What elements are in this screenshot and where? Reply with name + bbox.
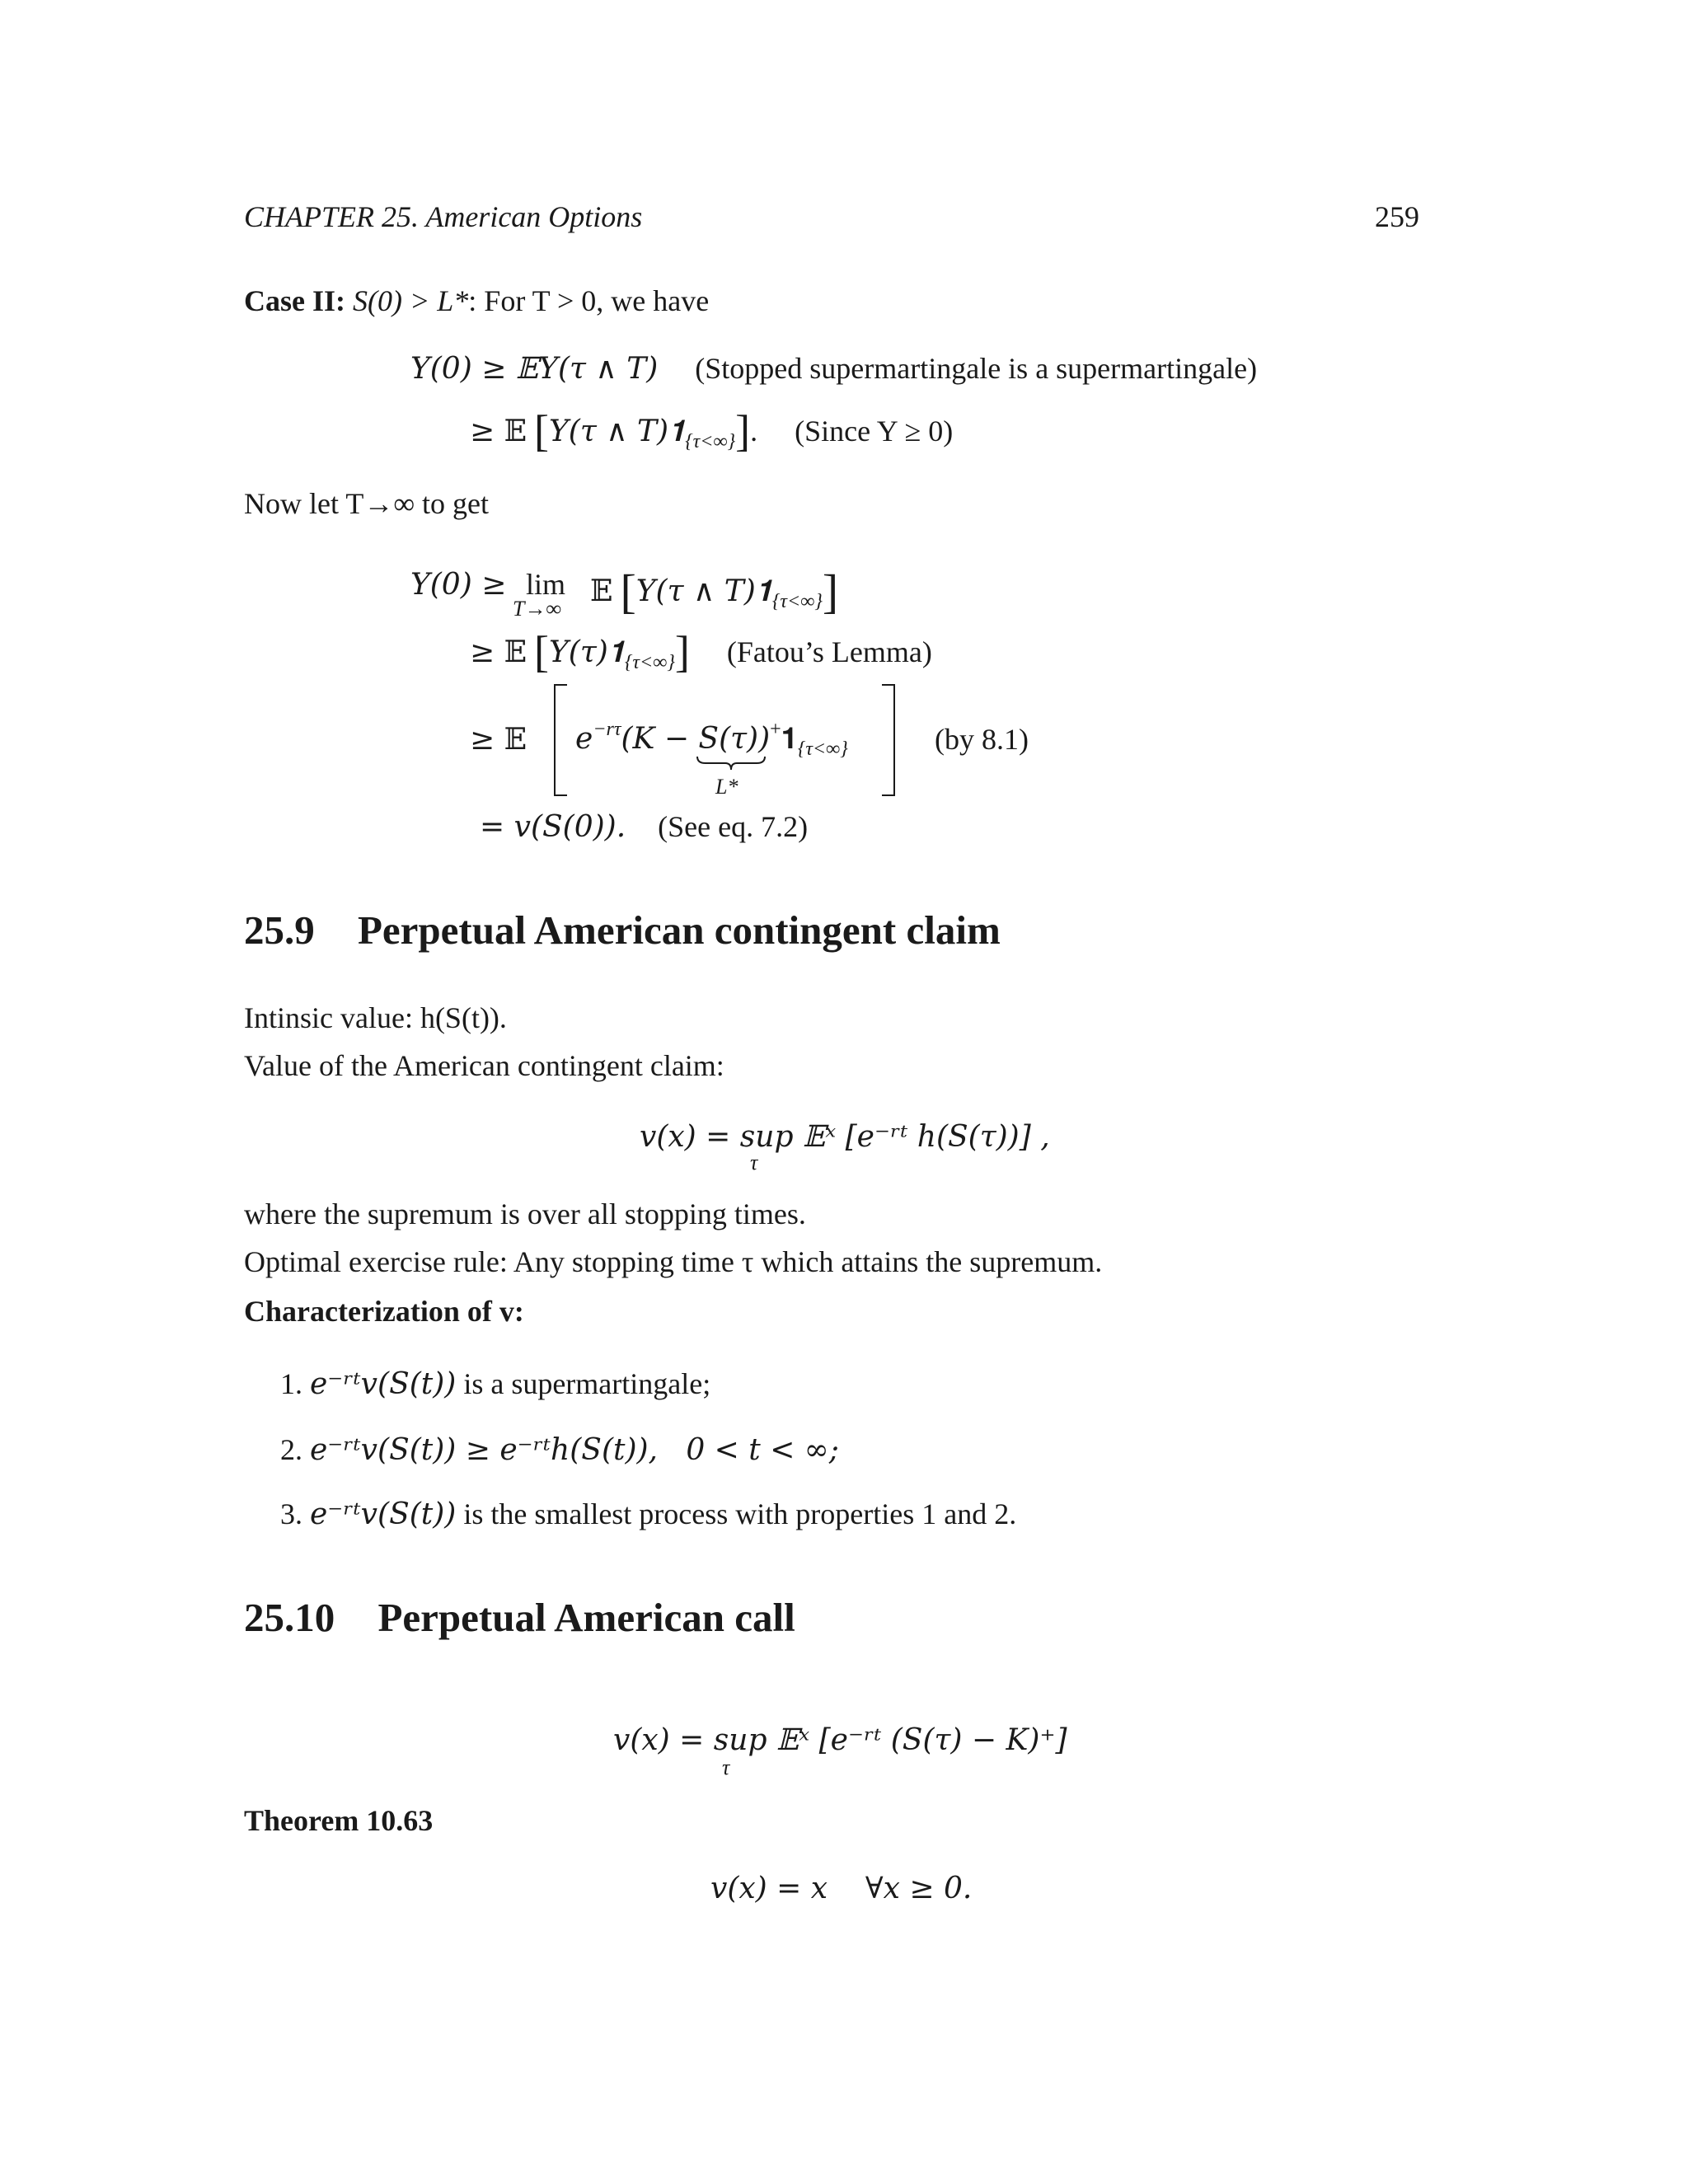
section-25-10-number: 25.10 — [244, 1595, 335, 1640]
list-item-2 — [280, 1434, 839, 1467]
contingent-claim-sup-sub: τ — [750, 1151, 758, 1174]
section-25-9-heading — [244, 907, 1001, 954]
big-left-bracket — [554, 684, 567, 796]
by81-e: e — [575, 722, 593, 756]
perpetual-call-formula: v(x) = sup 𝔼ˣ [e⁻ʳᵗ (S(τ) − K)⁺] — [613, 1723, 1067, 1757]
section-25-10-title: Perpetual American call — [377, 1595, 795, 1640]
limit-line-1 — [410, 569, 506, 602]
lim-inner-subscript: {τ<∞} — [771, 591, 823, 612]
big-right-bracket — [882, 684, 895, 796]
theorem-formula: v(x) = x ∀x ≥ 0. — [710, 1872, 973, 1905]
theorem-label: Theorem 10.63 — [244, 1804, 434, 1837]
section-25-9-number: 25.9 — [244, 907, 315, 953]
list-item-math: e⁻ʳᵗv(S(t)) — [310, 1497, 457, 1531]
chapter-header: CHAPTER 25. American Options — [244, 200, 643, 233]
list-item-text: is the smallest process with properties 1 and 2. — [456, 1497, 1017, 1530]
lim-subscript: T→∞ — [513, 597, 561, 621]
case-ii-eq2: ≥ 𝔼 [Y(τ ∧ $T)𝟏_{\{\tau<\infty\}}$]. (Since Y ≥ 0) — [470, 406, 954, 456]
value-line: Value of the American contingent claim: — [244, 1049, 724, 1082]
underbrace — [696, 755, 767, 773]
eq2-inner: Y(τ ∧ T)𝟏 — [549, 415, 686, 448]
list-item-1 — [280, 1368, 710, 1401]
page-number: 259 — [1375, 200, 1419, 233]
list-item-number: 3. — [280, 1497, 302, 1530]
by81-payoff: (K − S(τ)) — [621, 722, 771, 756]
eq1-note: (Stopped supermartingale is a supermartingale) — [695, 352, 1258, 385]
characterization-heading: Characterization of v: — [244, 1295, 524, 1328]
optimal-exercise-rule: Optimal exercise rule: Any stopping time τ which attains the supremum. — [244, 1245, 1103, 1278]
eq2-period: . — [750, 415, 758, 448]
case-ii-line — [244, 285, 709, 318]
eq1-lhs: Y(0) ≥ 𝔼Y(τ ∧ T) — [410, 352, 659, 386]
underbrace-label: L* — [715, 775, 738, 799]
eq2-expectation: ≥ 𝔼 — [470, 415, 528, 448]
lim-inner: Y(τ ∧ T)𝟏 — [635, 574, 772, 608]
list-item-3 — [280, 1498, 1016, 1531]
list-item-math: e⁻ʳᵗv(S(t)) — [310, 1367, 457, 1401]
lim-operator: lim — [526, 568, 566, 601]
by81-inner — [575, 719, 848, 760]
list-item-math: e⁻ʳᵗv(S(t)) ≥ e⁻ʳᵗh(S(t)), 0 < t < ∞; — [310, 1433, 839, 1467]
limit-line-1-expr: 𝔼 [Y(τ ∧ $T)𝟏_{\{\tau<\infty\}}$] — [590, 565, 839, 618]
case-ii-rest: : For T > 0, we have — [468, 284, 710, 317]
by81-exp: −rτ — [593, 719, 621, 740]
lim-expectation: 𝔼 — [590, 574, 613, 608]
supremum-note: where the supremum is over all stopping times. — [244, 1197, 806, 1230]
list-item-number: 1. — [280, 1367, 302, 1400]
eq2-subscript: {τ<∞} — [685, 431, 736, 452]
by81-subscript: {τ<∞} — [797, 738, 848, 760]
now-let-text: Now let T→∞ to get — [244, 487, 489, 520]
contingent-claim-formula: v(x) = sup 𝔼ˣ [e⁻ʳᵗ h(S(τ))] , — [640, 1120, 1050, 1154]
list-item-text: is a supermartingale; — [456, 1367, 711, 1400]
fatou-inner: Y(τ)𝟏 — [549, 635, 625, 669]
section-25-10-heading — [244, 1594, 795, 1641]
limit-line-2: ≥ 𝔼 $[Y(\tau)𝟏_{\{\tau<\infty\}}]$ (Fatou’s Lemma) — [470, 627, 932, 677]
eq2-note: (Since Y ≥ 0) — [795, 415, 954, 448]
case-ii-label: Case II: — [244, 284, 345, 317]
fatou-subscript: {τ<∞} — [624, 652, 675, 673]
by81-indicator: 𝟏 — [781, 722, 798, 756]
lim-lhs: Y(0) ≥ — [410, 568, 507, 602]
by81-expectation: ≥ 𝔼 — [470, 723, 528, 757]
section-25-9-title: Perpetual American contingent claim — [358, 907, 1001, 953]
limit-line-4 — [480, 811, 808, 844]
value-at-zero: = v(S(0)). — [480, 810, 626, 844]
fatou-note: (Fatou’s Lemma) — [726, 635, 932, 668]
intrinsic-value: Intinsic value: h(S(t)). — [244, 1001, 507, 1034]
case-ii-condition: S(0) > L* — [353, 284, 469, 317]
list-item-number: 2. — [280, 1433, 302, 1466]
by81-note: (by 8.1) — [935, 723, 1029, 756]
by81-plus: + — [770, 719, 781, 740]
case-ii-eq1 — [410, 353, 1257, 386]
perpetual-call-sup-sub: τ — [722, 1755, 730, 1779]
fatou-expectation: ≥ 𝔼 — [470, 635, 528, 669]
see-eq-note: (See eq. 7.2) — [658, 810, 809, 843]
